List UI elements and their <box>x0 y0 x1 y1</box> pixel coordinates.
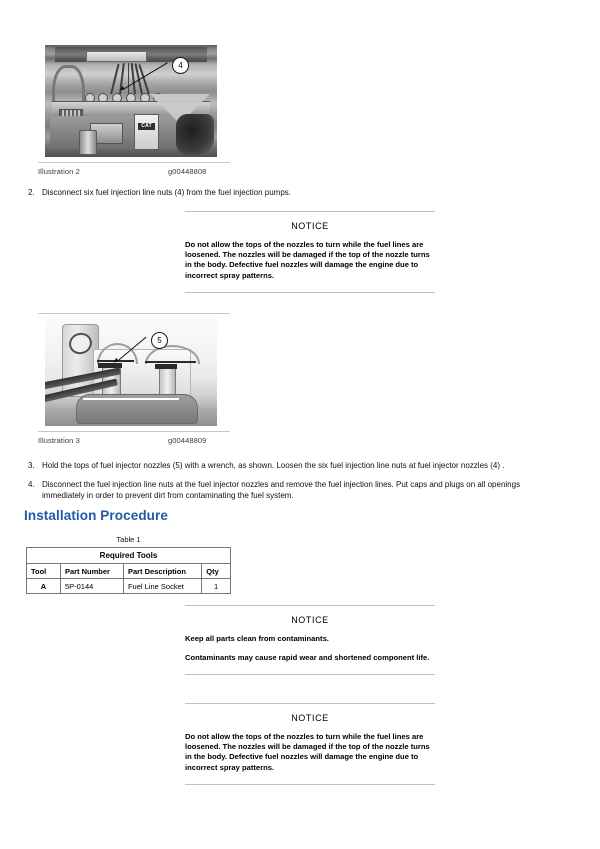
notice-paragraph: Contaminants may cause rapid wear and shortened component life. <box>185 653 430 663</box>
cell-qty: 1 <box>202 579 231 594</box>
notice-nozzle-tops-1 <box>185 211 435 293</box>
illustration-2-label: Illustration 2 <box>38 167 80 176</box>
engine-photo-3 <box>45 319 217 426</box>
illustration-3-label: Illustration 3 <box>38 436 80 445</box>
engine-photo-2 <box>45 45 217 157</box>
cell-part-number: 5P-0144 <box>60 579 123 594</box>
photo-detail <box>176 114 214 154</box>
step-2-text: Disconnect six fuel injection line nuts (4) from the fuel injection pumps. <box>42 188 292 197</box>
cell-part-description: Fuel Line Socket <box>123 579 201 594</box>
column-header-part-description: Part Description <box>123 564 201 579</box>
notice-body <box>185 240 435 281</box>
step-4 <box>28 480 556 501</box>
illustration-3-image <box>45 319 217 426</box>
column-header-qty: Qty <box>202 564 231 579</box>
figure-divider <box>38 431 230 432</box>
photo-detail <box>128 63 130 94</box>
page-section-heading: Installation Procedure <box>24 508 168 523</box>
photo-detail <box>155 364 177 369</box>
notice-title: NOTICE <box>291 615 329 625</box>
table-caption: Table 1 <box>116 535 141 544</box>
notice-paragraph: Keep all parts clean from contaminants. <box>185 634 329 643</box>
photo-detail <box>86 51 146 62</box>
step-3 <box>28 461 556 472</box>
notice-top-rule <box>185 703 435 704</box>
table-span-header: Required Tools <box>27 548 231 564</box>
notice-title: NOTICE <box>291 221 329 231</box>
step-3-text: Hold the tops of fuel injector nozzles (5) with a wrench, as shown. Loosen the six fuel injection line nuts at fuel injector nozzles (4) . <box>42 461 505 470</box>
notice-body <box>185 634 435 663</box>
photo-detail <box>52 65 86 102</box>
step-2-number: 2. <box>28 188 35 197</box>
notice-body <box>185 732 435 773</box>
figure-top-divider <box>38 313 230 314</box>
cell-tool: A <box>27 579 61 594</box>
illustration-2-image <box>45 45 217 157</box>
notice-top-rule <box>185 605 435 606</box>
illustration-3-graphic-id: g00448809 <box>168 436 207 445</box>
callout-4: 4 <box>172 57 189 74</box>
figure-illustration-3 <box>38 313 230 445</box>
notice-contaminants <box>185 605 435 675</box>
photo-detail <box>145 361 197 363</box>
illustration-2-caption <box>38 167 230 176</box>
notice-bottom-rule <box>185 674 435 675</box>
table-header-row <box>27 564 231 579</box>
cat-logo-icon: CAT <box>138 123 155 130</box>
notice-bottom-rule <box>185 784 435 785</box>
notice-title: NOTICE <box>291 713 329 723</box>
notice-nozzle-tops-2 <box>185 703 435 785</box>
required-tools-table <box>26 547 231 594</box>
callout-5: 5 <box>151 332 168 349</box>
illustration-2-graphic-id: g00448808 <box>168 167 207 176</box>
notice-paragraph: Do not allow the tops of the nozzles to turn while the fuel lines are loosened. The nozzles will be damaged if the top of the nozzle turns in the body. Defective fuel nozzles will damage the engine due to incorrect spray patterns. <box>185 732 430 772</box>
figure-illustration-2 <box>38 45 230 176</box>
column-header-tool: Tool <box>27 564 61 579</box>
notice-top-rule <box>185 211 435 212</box>
photo-detail <box>79 130 96 154</box>
step-2 <box>28 188 528 199</box>
photo-detail <box>83 398 179 400</box>
figure-divider <box>38 162 230 163</box>
table-span-header-row <box>27 548 231 564</box>
illustration-3-caption <box>38 436 230 445</box>
step-4-text: Disconnect the fuel injection line nuts at the fuel injector nozzles and remove the fuel injection lines. Put caps and plugs on all openings immediately in order to prevent dirt from contaminating the fuel system. <box>42 480 521 500</box>
notice-bottom-rule <box>185 292 435 293</box>
column-header-part-number: Part Number <box>60 564 123 579</box>
step-3-number: 3. <box>28 461 35 470</box>
notice-paragraph: Do not allow the tops of the nozzles to turn while the fuel lines are loosened. The nozzles will be damaged if the top of the nozzle turns in the body. Defective fuel nozzles will damage the engine due to incorrect spray patterns. <box>185 240 430 280</box>
required-tools-table-wrap <box>26 535 231 594</box>
step-4-number: 4. <box>28 480 35 489</box>
table-row <box>27 579 231 594</box>
